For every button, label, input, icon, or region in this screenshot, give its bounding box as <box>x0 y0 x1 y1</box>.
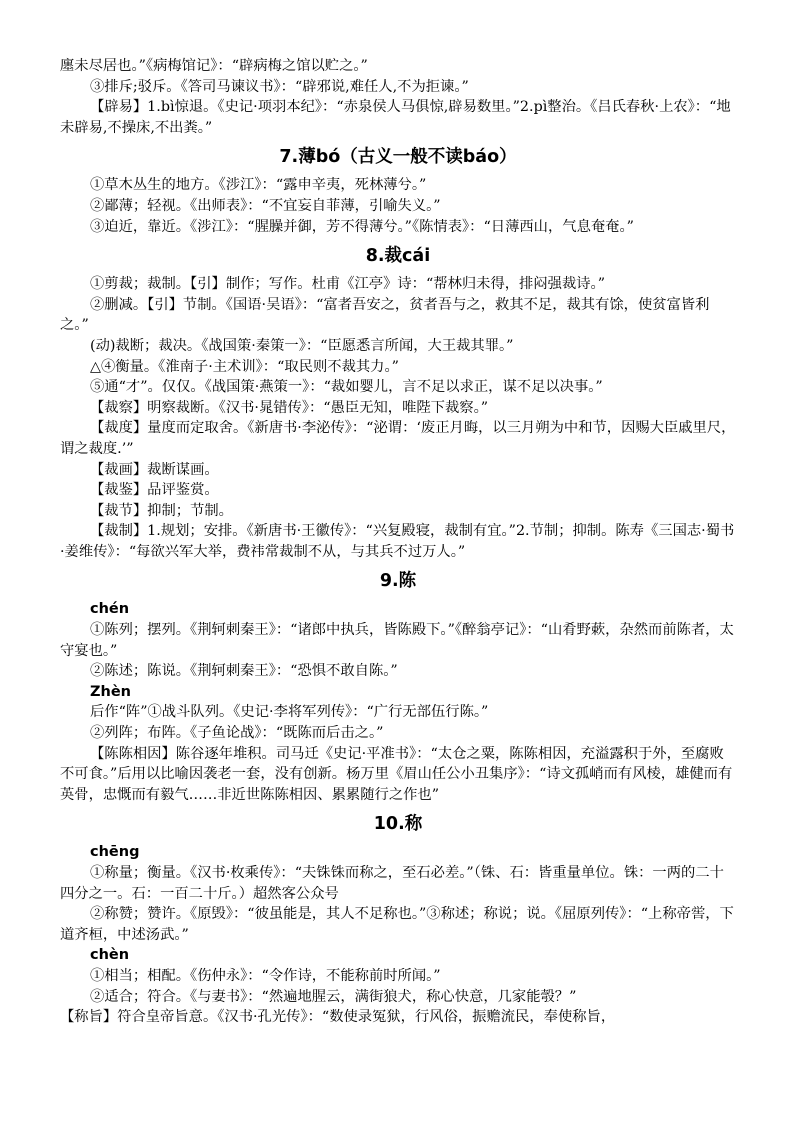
paragraph: 【裁画】裁断谋画。 <box>90 461 219 478</box>
paragraph: ②列阵；布阵。《子鱼论战》：“既陈而后击之。” <box>90 725 384 742</box>
paragraph: ①相当；相配。《伤仲永》：“令作诗，不能称前时所闻。” <box>90 967 441 984</box>
paragraph: △④衡量。《淮南子·主术训》：“取民则不裁其力。” <box>90 358 399 375</box>
paragraph: 后作“阵”①战斗队列。《史记·李将军列传》：“广行无部伍行陈。” <box>90 704 489 721</box>
paragraph: ②称赞；赞许。《原毁》：“彼虽能是，其人不足称也。”③称述；称说；说。《屈原列传》：“上称帝喾，下道齐桓，中述汤武。” <box>60 906 734 943</box>
paragraph: 【裁制】1.规划；安排。《新唐书·王徽传》：“兴复殿寝，裁制有宜。”2.节制；抑制。陈寿《三国志·蜀书·姜维传》：“每欲兴军大举，费祎常裁制不从，与其兵不过万人。” <box>60 523 735 560</box>
paragraph: ②删减。【引】节制。《国语·吴语》：“富者吾安之，贫者吾与之，救其不足，裁其有馀，使贫富皆利之。” <box>60 296 710 334</box>
paragraph: 【裁节】抑制；节制。 <box>90 502 233 519</box>
pinyin-label: chēng <box>90 844 140 861</box>
paragraph: 廛未尽居也。”《病梅馆记》：“辟病梅之馆以贮之。” <box>60 58 368 74</box>
paragraph: (动)裁断；裁决。《战国策·秦策一》：“臣愿悉言所闻，大王裁其罪。” <box>90 337 514 354</box>
paragraph: 【裁度】量度而定取舍。《新唐书·李泌传》：“泌谓：‘废正月晦，以三月朔为中和节，因赐大臣戚里尺，谓之裁度.’” <box>60 420 736 457</box>
paragraph: 【裁察】明察裁断。《汉书·晁错传》：“愚臣无知，唯陛下裁察。” <box>90 399 489 416</box>
section-heading: 8.裁cái <box>365 246 431 267</box>
paragraph: 【裁鉴】品评鉴赏。 <box>90 482 219 499</box>
document-body <box>60 56 736 1028</box>
paragraph: 【辟易】1.bì惊退。《史记·项羽本纪》：“赤泉侯人马俱惊,辟易数里。”2.pì整治。《吕氏春秋·上农》：“地未辟易,不操床,不出粪。” <box>60 99 731 136</box>
pinyin-label: chén <box>90 601 130 618</box>
paragraph: 【陈陈相因】陈谷逐年堆积。司马迁《史记·平准书》：“太仓之粟，陈陈相因，充溢露积于外，至腐败不可食。”后用以比喻因袭老一套，没有创新。杨万里《眉山任公小丑集序》：“诗文孤峭而有风棱，雄健而有英骨，忠慨而有毅气……非近世陈陈相因、累累随行之作也” <box>60 745 733 803</box>
paragraph: ③迫近，靠近。《涉江》：“腥臊并御，芳不得薄兮。”《陈情表》：“日薄西山，气息奄奄。” <box>90 218 634 235</box>
paragraph: ②陈述；陈说。《荆轲刺秦王》：“恐惧不敢自陈。” <box>90 663 398 680</box>
paragraph: ②鄙薄；轻视。《出师表》：“不宜妄自菲薄，引喻失义。” <box>90 197 441 214</box>
paragraph: ①草木丛生的地方。《涉江》：“露申辛夷，死林薄兮。” <box>90 177 427 194</box>
paragraph: ②适合；符合。《与妻书》：“然遍地腥云，满街狼犬，称心快意，几家能彀？” <box>90 988 577 1005</box>
paragraph: 【称旨】符合皇帝旨意。《汉书·孔光传》：“数使录冤狱，行风俗，振赡流民，奉使称旨， <box>60 1009 616 1026</box>
pinyin-label: Zhèn <box>90 683 131 700</box>
paragraph: ①称量；衡量。《汉书·枚乘传》：“夫铢铢而称之，至石必差。”（铢、石：皆重量单位。铢：一两的二十四分之一。石：一百二十斤。）超然客公众号 <box>60 865 724 902</box>
paragraph: ①陈列；摆列。《荆轲刺秦王》：“诸郎中执兵，皆陈殿下。”《醉翁亭记》：“山肴野蔌，杂然而前陈者，太守宴也。” <box>60 622 734 659</box>
section-heading: 7.薄bó（古义一般不读báo） <box>279 147 517 168</box>
pinyin-label: chèn <box>90 947 130 964</box>
paragraph: ①剪裁；裁制。【引】制作；写作。杜甫《江亭》诗：“帮林归未得，排闷强裁诗。” <box>90 276 606 293</box>
section-heading: 9.陈 <box>379 571 417 592</box>
paragraph: ⑤通“才”。仅仅。《战国策·燕策一》：“裁如婴儿，言不足以求正，谋不足以决事。” <box>90 379 603 396</box>
section-heading: 10.称 <box>373 814 423 835</box>
paragraph: ③排斥;驳斥。《答司马谏议书》：“辟邪说,难任人,不为拒谏。” <box>90 78 469 95</box>
